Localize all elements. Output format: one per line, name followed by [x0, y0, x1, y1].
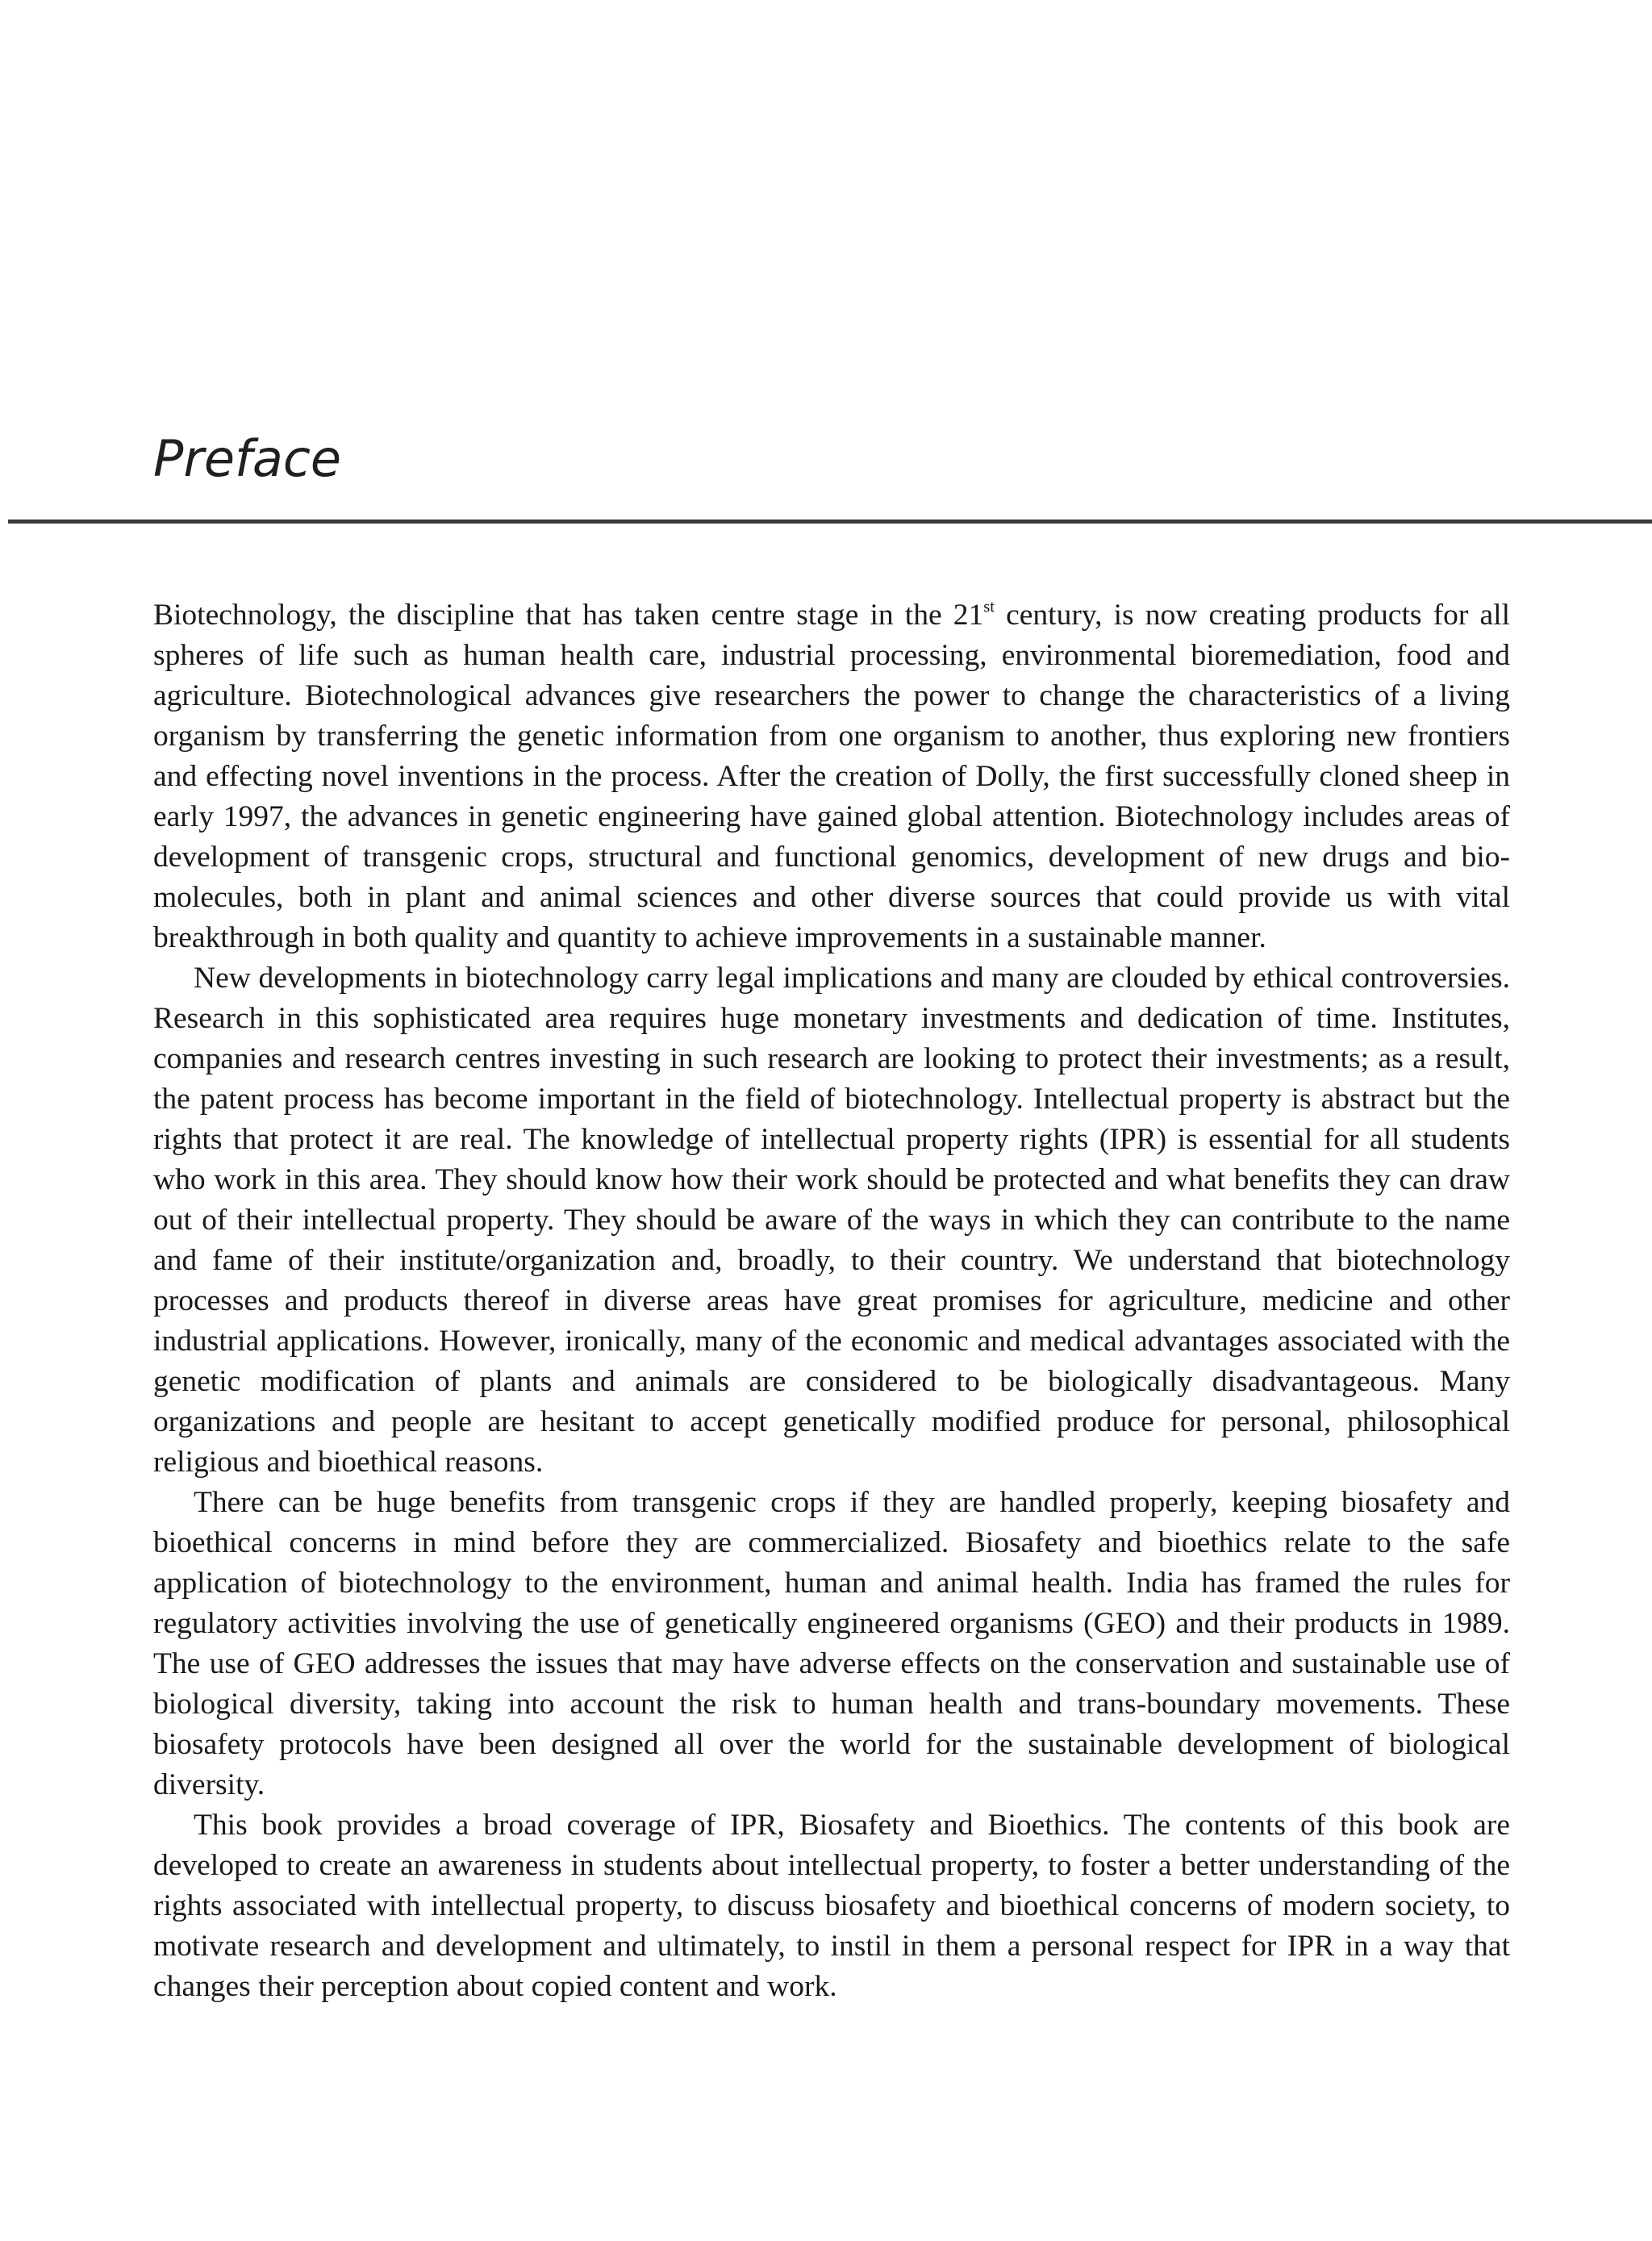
- paragraph-1: [153, 595, 1510, 958]
- preface-body: [153, 595, 1510, 2007]
- paragraph-2: New developments in biotechnology carry legal implications and many are clouded by ethical controversies. Research in this sophisticated area requires huge monetary investments and dedication of time. Institutes, companies and research centres investing in such research are looking to protect their investments; as a result, the patent process has become important in the field of biotechnology. Intellectual property is abstract but the rights that protect it are real. The knowledge of intellectual property rights (IPR) is essential for all students who work in this area. They should know how their work should be protected and what benefits they can draw out of their intellectual property. They should be aware of the ways in which they can contribute to the name and fame of their institute/organization and, broadly, to their country. We understand that biotechnology processes and products thereof in diverse areas have great promises for agriculture, medicine and other industrial applications. However, ironically, many of the economic and medical advantages associated with the genetic modification of plants and animals are considered to be biologically disadvantageous. Many organizations and people are hesitant to accept genetically modified produce for personal, philosophical religious and bioethical reasons.: [153, 962, 1510, 1479]
- paragraph-4: This book provides a broad coverage of IPR, Biosafety and Bioethics. The contents of this book are developed to create an awareness in students about intellectual property, to foster a better understanding of the rights associated with intellectual property, to discuss biosafety and bioethical concerns of modern society, to motivate research and development and ultimately, to instil in them a personal respect for IPR in a way that changes their perception about copied content and work.: [153, 1809, 1510, 2003]
- paragraph-1-text-end: century, is now creating products for all spheres of life such as human health care, industrial processing, environmental bioremediation, food and agriculture. Biotechnological advances give researchers the power to change the characteristics of a living organism by transferring the genetic information from one organism to another, thus exploring new frontiers and effecting novel inventions in the process. After the creation of Dolly, the first successfully cloned sheep in early 1997, the advances in genetic engineering have gained global attention. Biotechnology includes areas of development of transgenic crops, structural and functional genomics, development of new drugs and bio-molecules, both in plant and animal sciences and other diverse sources that could provide us with vital breakthrough in both quality and quantity to achieve improvements in a sustainable manner.: [153, 599, 1510, 954]
- paragraph-3: There can be huge benefits from transgenic crops if they are handled properly, keeping biosafety and bioethical concerns in mind before they are commercialized. Biosafety and bioethics relate to the safe application of biotechnology to the environment, human and animal health. India has framed the rules for regulatory activities involving the use of genetically engineered organisms (GEO) and their products in 1989. The use of GEO addresses the issues that may have adverse effects on the conservation and sustainable use of biological diversity, taking into account the risk to human health and trans-boundary movements. These biosafety protocols have been designed all over the world for the sustainable development of biological diversity.: [153, 1486, 1510, 1801]
- title-divider: [8, 520, 1652, 524]
- ordinal-superscript: st: [983, 598, 995, 616]
- page-title: Preface: [153, 429, 342, 488]
- paragraph-1-text-start: Biotechnology, the discipline that has taken centre stage in the 21: [153, 599, 984, 632]
